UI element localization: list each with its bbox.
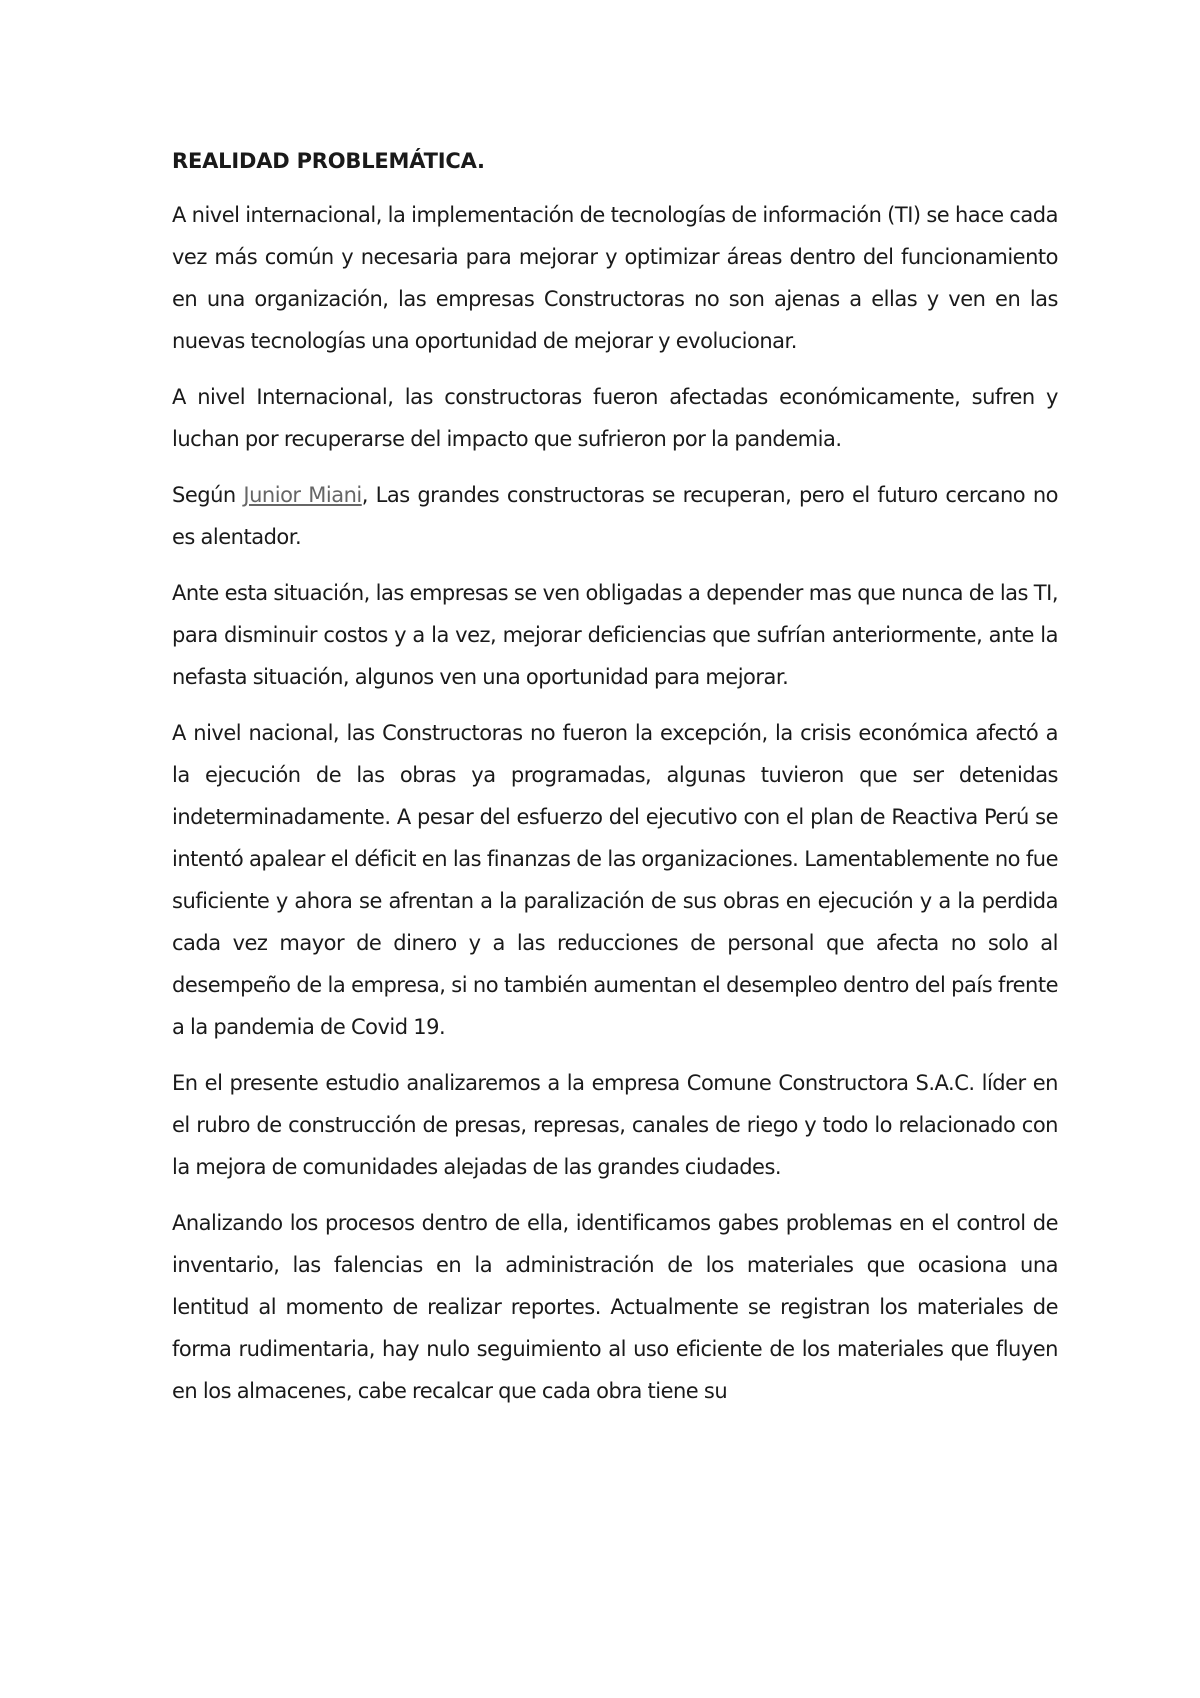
paragraph-international-pandemic: A nivel Internacional, las constructoras fueron afectadas económicamente, sufren y luchan por recuperarse del impacto que sufrieron por la pandemia. bbox=[172, 385, 1058, 451]
junior-miani-link[interactable]: Junior Miani bbox=[243, 483, 362, 507]
segun-prefix: Según bbox=[172, 483, 244, 507]
paragraph-analysis: Analizando los procesos dentro de ella, identificamos gabes problemas en el control de inventario, las falencias en la administración de los materiales que ocasiona una lentitud al momento de realizar reportes. Actualmente se registran los materiales de forma rudimentaria, hay nulo seguimiento al uso eficiente de los materiales que fluyen en los almacenes, cabe recalcar que cada obra tiene su bbox=[172, 1211, 1058, 1403]
segun-suffix: , Las grandes constructoras se recuperan, pero el futuro cercano no es alentador. bbox=[172, 483, 1058, 549]
paragraph-segun bbox=[172, 474, 1058, 558]
paragraph-national: A nivel nacional, las Constructoras no fueron la excepción, la crisis económica afectó a la ejecución de las obras ya programadas, algunas tuvieron que ser detenidas indeterminadamente. A pesar del esfuerzo del ejecutivo con el plan de Reactiva Perú se intentó apalear el déficit en las finanzas de las organizaciones. Lamentablemente no fue suficiente y ahora se afrentan a la paralización de sus obras en ejecución y a la perdida cada vez mayor de dinero y a las reducciones de personal que afecta no solo al desempeño de la empresa, si no también aumentan el desempleo dentro del país frente a la pandemia de Covid 19. bbox=[172, 721, 1058, 1039]
paragraph-study: En el presente estudio analizaremos a la empresa Comune Constructora S.A.C. líder en el rubro de construcción de presas, represas, canales de riego y todo lo relacionado con la mejora de comunidades alejadas de las grandes ciudades. bbox=[172, 1071, 1058, 1179]
paragraph-situation: Ante esta situación, las empresas se ven obligadas a depender mas que nunca de las TI, para disminuir costos y a la vez, mejorar deficiencias que sufrían anteriormente, ante la nefasta situación, algunos ven una oportunidad para mejorar. bbox=[172, 581, 1058, 689]
paragraph-international-ti: A nivel internacional, la implementación de tecnologías de información (TI) se hace cada vez más común y necesaria para mejorar y optimizar áreas dentro del funcionamiento en una organización, las empresas Constructoras no son ajenas a ellas y ven en las nuevas tecnologías una oportunidad de mejorar y evolucionar. bbox=[172, 203, 1058, 353]
document-body bbox=[172, 140, 1058, 1426]
section-heading: REALIDAD PROBLEMÁTICA. bbox=[172, 149, 485, 173]
